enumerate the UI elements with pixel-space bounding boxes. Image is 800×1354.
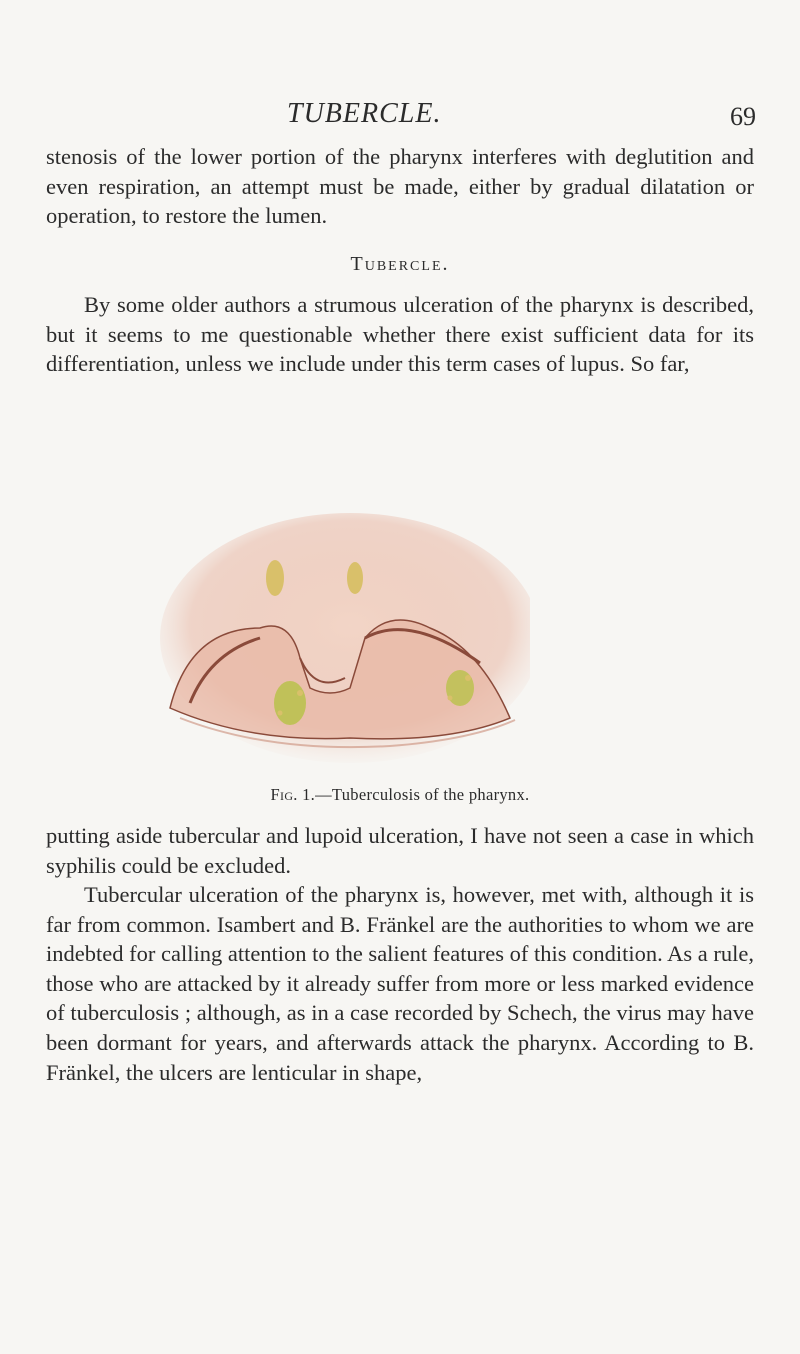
paragraph-stenosis: stenosis of the lower portion of the pharynx interferes with deglutition and even respiration, an attempt must be made, either by gradual dilatation or operation, to restore the lumen.	[46, 144, 754, 229]
ulcer-spot	[278, 711, 283, 716]
ulcer-spot	[448, 696, 453, 701]
section-heading: Tubercle.	[350, 253, 450, 275]
ulcer-spot	[297, 690, 303, 696]
ulcer-spot	[465, 675, 471, 681]
figure-caption	[0, 785, 800, 805]
running-head	[0, 98, 800, 134]
paragraph-tubercular-ulceration	[46, 880, 754, 1087]
pharynx-figure	[150, 488, 530, 770]
running-title: TUBERCLE.	[287, 98, 442, 129]
figure-label: Fig. 1.	[270, 785, 316, 804]
ulcer-lower-left	[274, 681, 306, 725]
ulcer-upper-right	[347, 562, 363, 594]
ulcer-upper-left	[266, 560, 284, 596]
paragraph-strumous-text: By some older authors a strumous ulceration of the pharynx is described, but it seems to me questionable whether there exist sufficient data for its differentiation, unless we include under this term cases of lupus. So far,	[46, 292, 754, 377]
pharynx-illustration	[150, 488, 530, 770]
paragraph-tubercular-ulceration-text: Tubercular ulceration of the pharynx is, however, met with, although it is far from common. Isambert and B. Fränkel are the authorities to whom we are indebted for calling attention to the salient features of this condition. As a rule, those who are attacked by it already suffer from more or less marked evidence of tuberculosis ; although, as in a case recorded by Schech, the virus may have been dormant for years, and afterwards attack the pharynx. According to B. Fränkel, the ulcers are lenticular in shape,	[46, 882, 754, 1085]
paragraph-strumous	[46, 290, 754, 379]
figure-caption-text: —Tuberculosis of the pharynx.	[315, 785, 530, 804]
ulcer-lower-right	[446, 670, 474, 706]
paragraph-putting-aside: putting aside tubercular and lupoid ulceration, I have not seen a case in which syphilis could be excluded.	[46, 823, 754, 878]
page-number: 69	[730, 102, 756, 131]
